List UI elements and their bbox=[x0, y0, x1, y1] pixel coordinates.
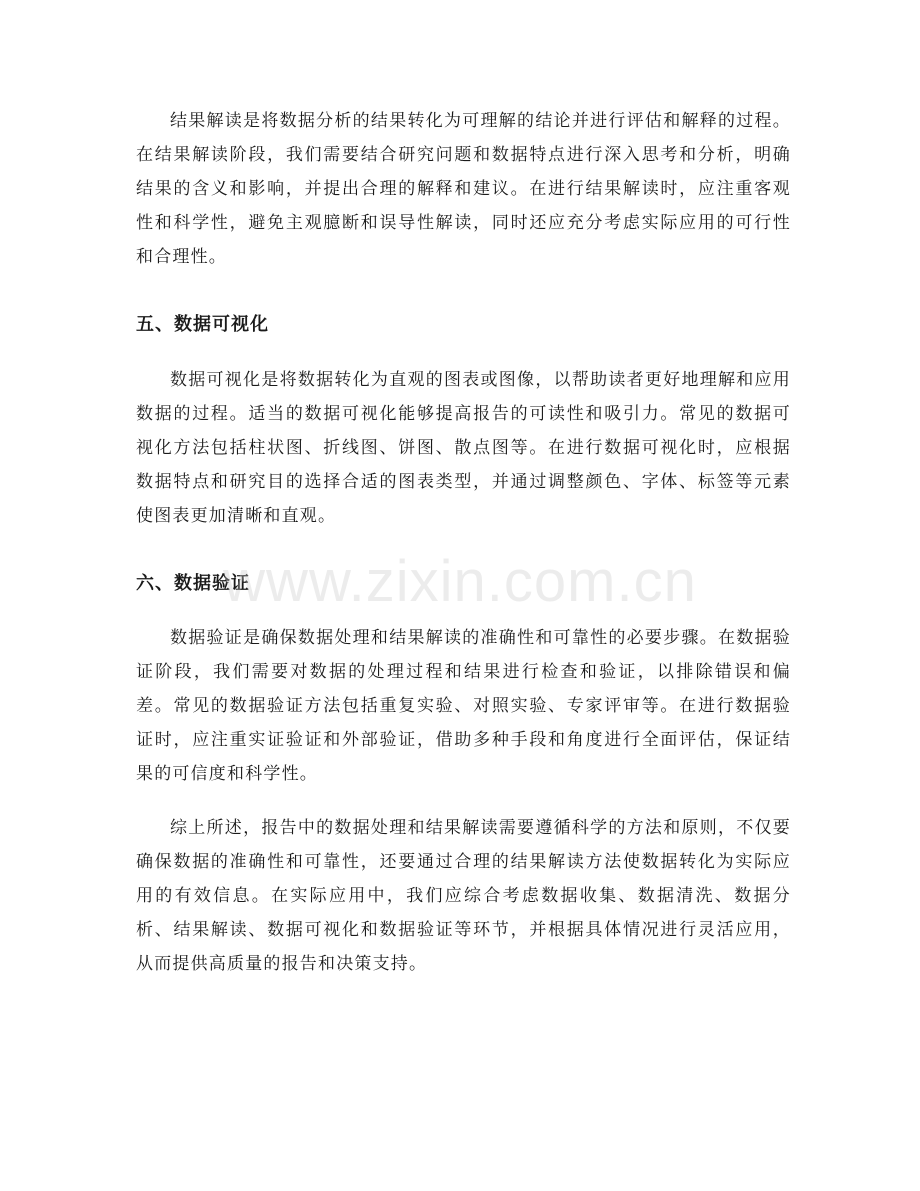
visualization-paragraph: 数据可视化是将数据转化为直观的图表或图像，以帮助读者更好地理解和应用数据的过程。适当的数据可视化能够提高报告的可读性和吸引力。常见的数据可视化方法包括柱状图、折线图、饼图、散点图等。在进行数据可视化时，应根据数据特点和研究目的选择合适的图表类型，并通过调整颜色、字体、标签等元素使图表更加清晰和直观。 bbox=[136, 370, 791, 526]
document-body bbox=[136, 104, 791, 981]
watermark-text: www.zixin.com.cn bbox=[223, 549, 697, 614]
section-heading-visualization: 五、数据可视化 bbox=[136, 314, 269, 335]
intro-paragraph: 结果解读是将数据分析的结果转化为可理解的结论并进行评估和解释的过程。在结果解读阶段，我们需要结合研究问题和数据特点进行深入思考和分析，明确结果的含义和影响，并提出合理的解释和建议。在进行结果解读时，应注重客观性和科学性，避免主观臆断和误导性解读，同时还应充分考虑实际应用的可行性和合理性。 bbox=[136, 111, 791, 267]
section-heading-validation: 六、数据验证 bbox=[136, 573, 250, 594]
conclusion-paragraph: 综上所述，报告中的数据处理和结果解读需要遵循科学的方法和原则，不仅要确保数据的准确性和可靠性，还要通过合理的结果解读方法使数据转化为实际应用的有效信息。在实际应用中，我们应综合考虑数据收集、数据清洗、数据分析、结果解读、数据可视化和数据验证等环节，并根据具体情况进行灵活应用，从而提供高质量的报告和决策支持。 bbox=[136, 818, 791, 974]
validation-paragraph: 数据验证是确保数据处理和结果解读的准确性和可靠性的必要步骤。在数据验证阶段，我们需要对数据的处理过程和结果进行检查和验证，以排除错误和偏差。常见的数据验证方法包括重复实验、对照实验、专家评审等。在进行数据验证时，应注重实证验证和外部验证，借助多种手段和角度进行全面评估，保证结果的可信度和科学性。 bbox=[136, 628, 791, 784]
